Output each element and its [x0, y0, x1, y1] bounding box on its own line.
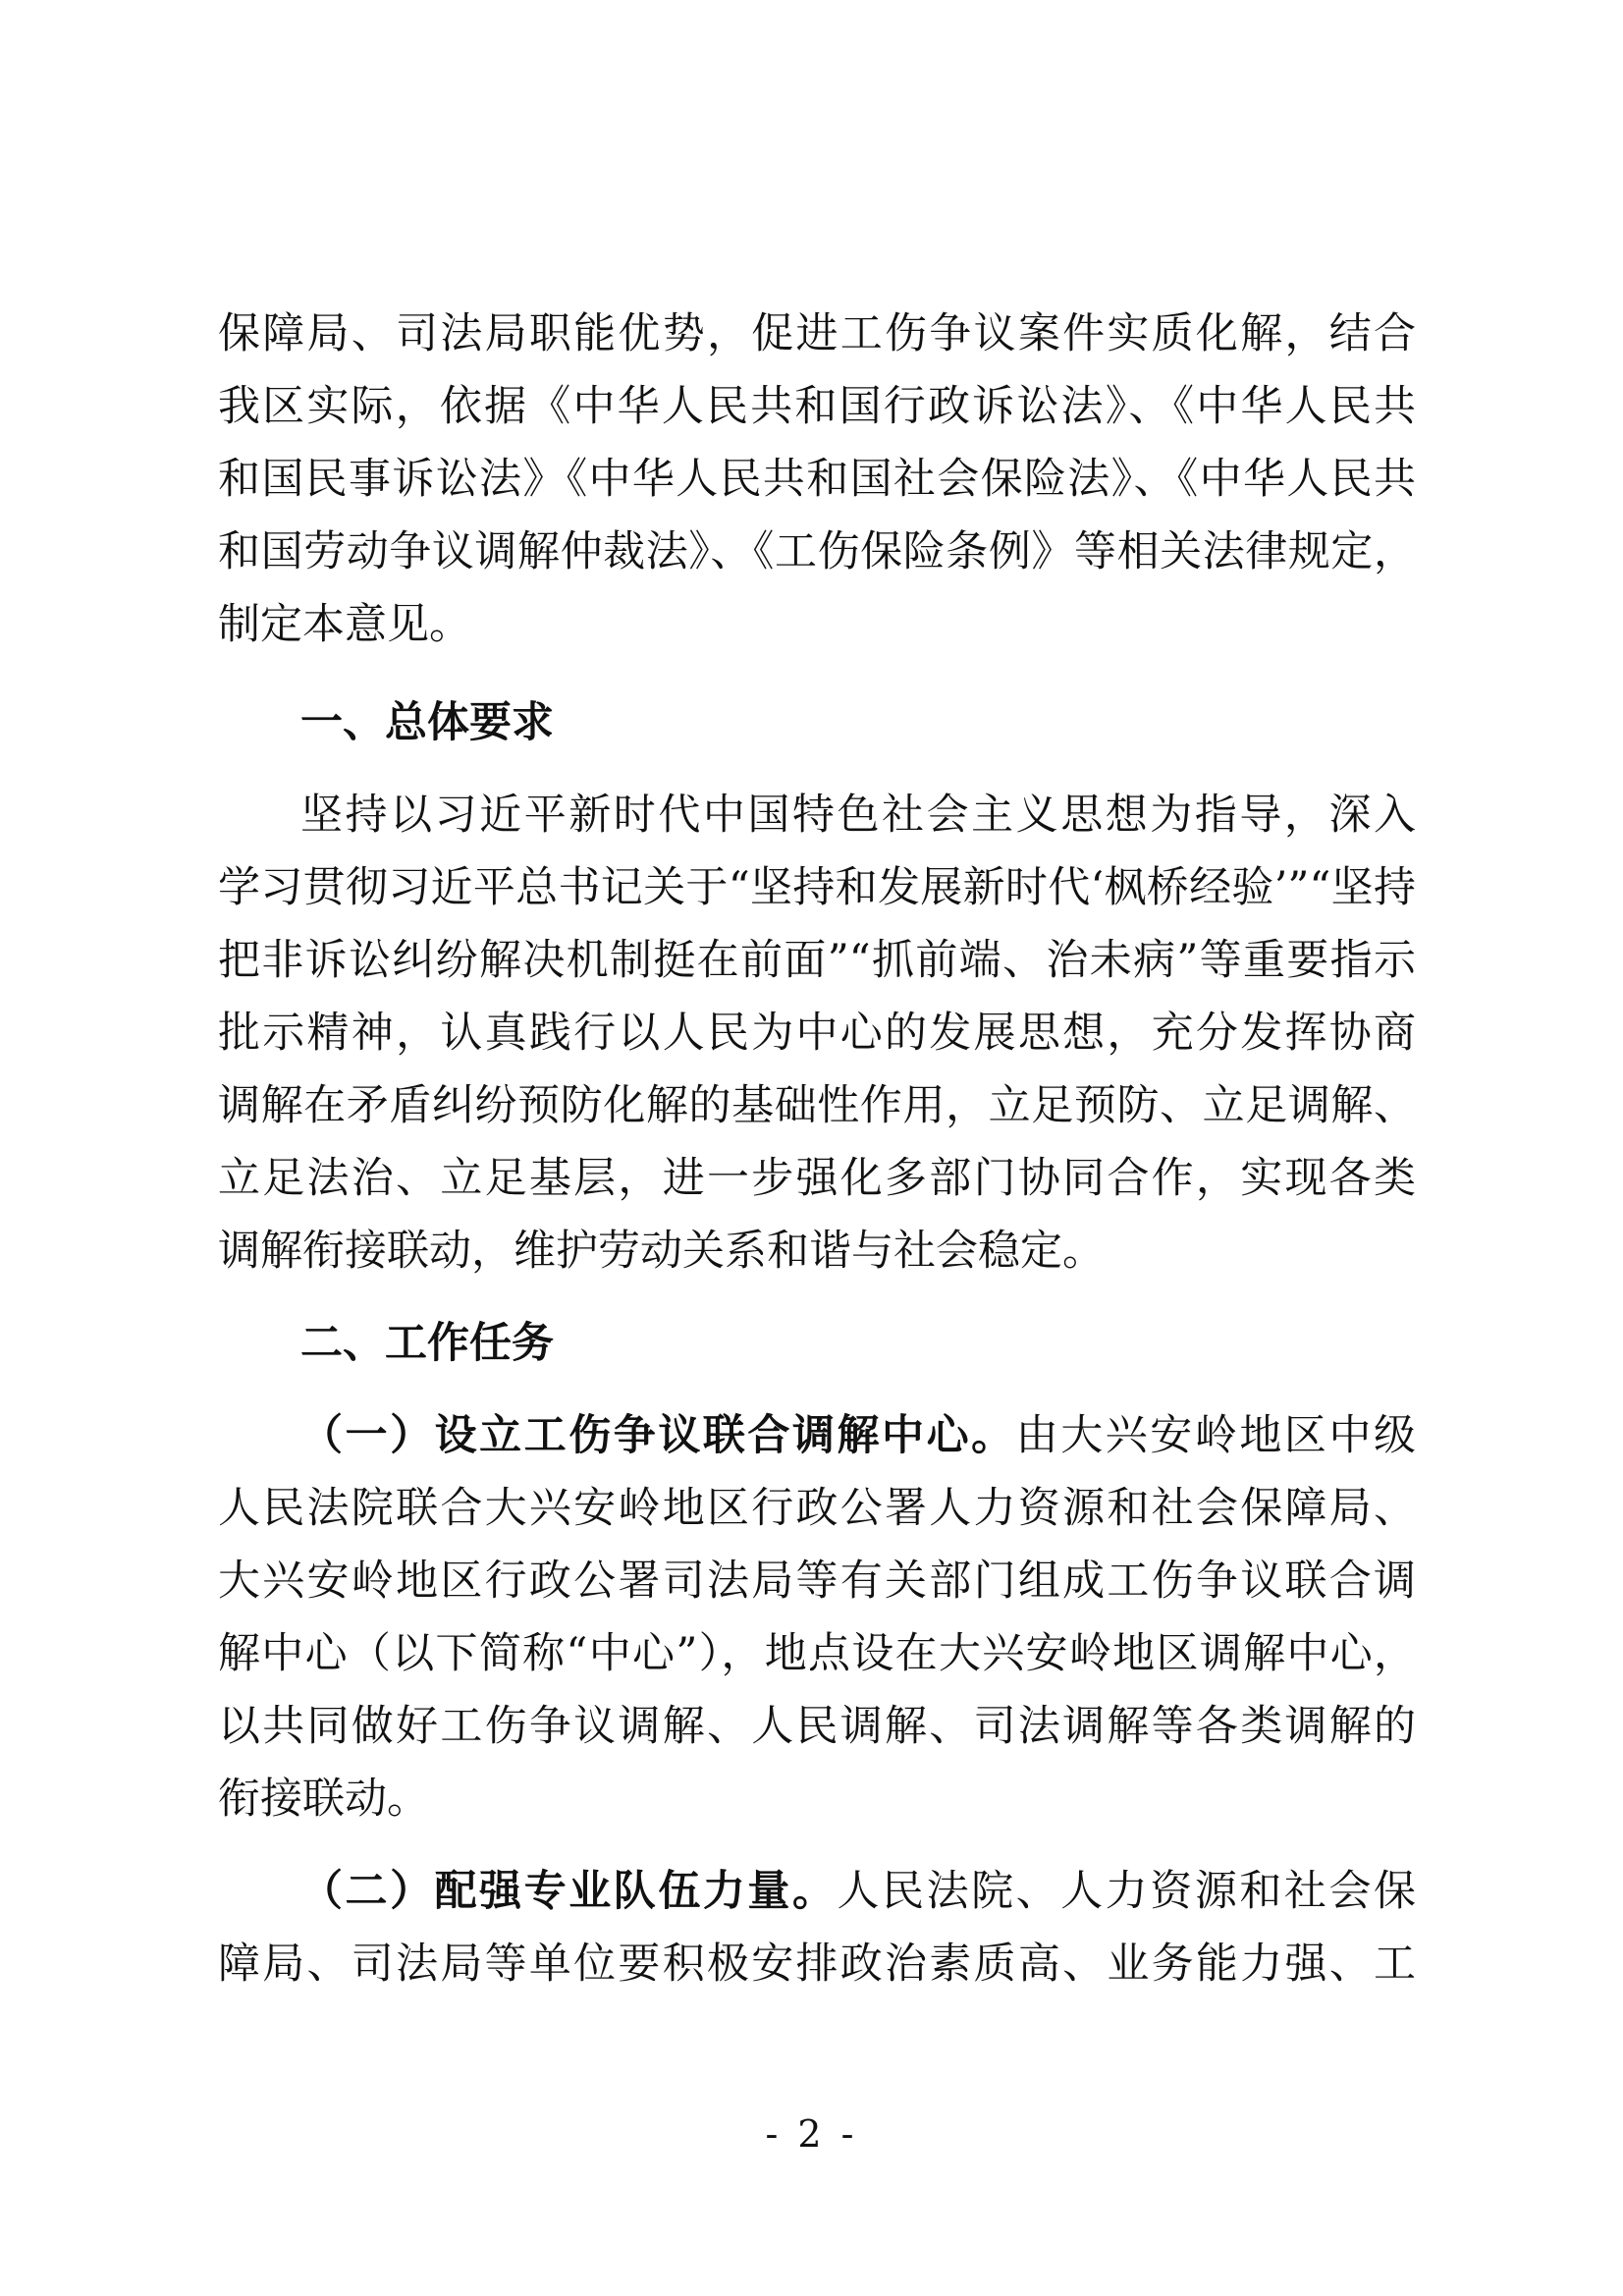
paragraph-line: 调解在矛盾纠纷预防化解的基础性作用，立足预防、立足调解、 [218, 1081, 1416, 1130]
subsection-text: 由大兴安岭地区中级 [1015, 1411, 1417, 1460]
paragraph-line: 以共同做好工伤争议调解、人民调解、司法调解等各类调解的 [218, 1702, 1416, 1751]
paragraph-line: 调解衔接联动，维护劳动关系和谐与社会稳定。 [218, 1227, 1105, 1276]
subsection-first-line [300, 1862, 1416, 1921]
paragraph-line: 保障局、司法局职能优势，促进工伤争议案件实质化解，结合 [218, 309, 1416, 358]
paragraph-line: 学习贯彻习近平总书记关于“坚持和发展新时代‘枫桥经验’”“坚持 [218, 863, 1416, 912]
paragraph-line: 衔接联动。 [218, 1775, 429, 1824]
subsection-title: （一）设立工伤争议联合调解中心。 [300, 1411, 1016, 1460]
paragraph-line: 立足法治、立足基层，进一步强化多部门协同合作，实现各类 [218, 1154, 1416, 1203]
page-number: - 2 - [765, 2112, 858, 2156]
paragraph-line: 制定本意见。 [218, 600, 471, 649]
subsection-title: （二）配强专业队伍力量。 [300, 1867, 838, 1916]
paragraph-line: 批示精神，认真践行以人民为中心的发展思想，充分发挥协商 [218, 1009, 1416, 1058]
section-heading: 一、总体要求 [300, 698, 554, 747]
paragraph-line: 障局、司法局等单位要积极安排政治素质高、业务能力强、工 [218, 1940, 1416, 1989]
paragraph-line: 解中心（以下简称“中心”），地点设在大兴安岭地区调解中心， [218, 1629, 1416, 1678]
paragraph-line: 坚持以习近平新时代中国特色社会主义思想为指导，深入 [300, 791, 1416, 840]
paragraph-line: 和国民事诉讼法》《中华人民共和国社会保险法》、《中华人民共 [218, 455, 1416, 504]
subsection-first-line [300, 1406, 1416, 1465]
subsection-text: 人民法院、人力资源和社会保 [837, 1867, 1416, 1916]
paragraph-line: 和国劳动争议调解仲裁法》、《工伤保险条例》等相关法律规定， [218, 527, 1416, 576]
paragraph-line: 大兴安岭地区行政公署司法局等有关部门组成工伤争议联合调 [218, 1557, 1416, 1606]
paragraph-line: 把非诉讼纠纷解决机制挺在前面”“抓前端、治未病”等重要指示 [218, 936, 1416, 985]
section-heading: 二、工作任务 [300, 1319, 554, 1368]
paragraph-line: 我区实际，依据《中华人民共和国行政诉讼法》、《中华人民共 [218, 382, 1416, 431]
paragraph-line: 人民法院联合大兴安岭地区行政公署人力资源和社会保障局、 [218, 1484, 1416, 1533]
